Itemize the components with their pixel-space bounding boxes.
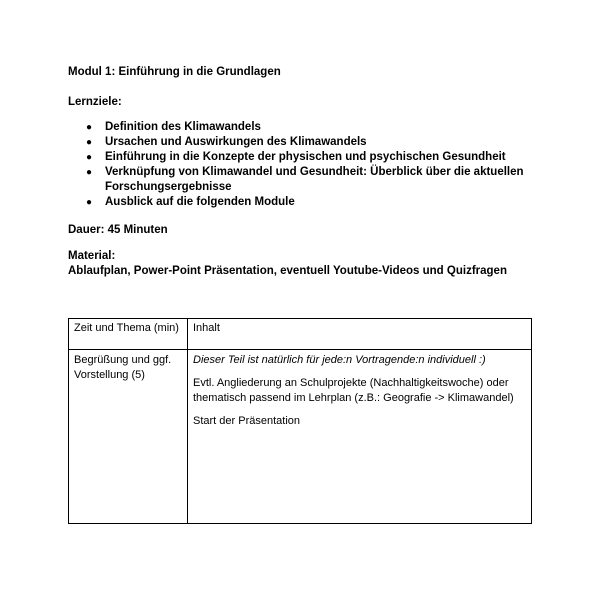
bullet-icon: ● xyxy=(86,137,93,148)
content-note: Dieser Teil ist natürlich für jede:n Vortragende:n individuell :) xyxy=(193,354,486,366)
column-header-content: Inhalt xyxy=(188,319,532,350)
time-topic-cell xyxy=(69,350,188,524)
list-item-text: Ursachen und Auswirkungen des Klimawandels xyxy=(105,136,367,148)
list-item xyxy=(68,195,538,210)
table-header-row xyxy=(69,319,532,350)
material-heading: Material: xyxy=(68,250,116,262)
bullet-icon: ● xyxy=(86,122,93,133)
content-cell xyxy=(188,350,532,524)
bullet-icon: ● xyxy=(86,152,93,163)
list-item-text: Einführung in die Konzepte der physischen und psychischen Gesundheit xyxy=(105,151,506,163)
time-topic-line: Vorstellung (5) xyxy=(74,369,145,381)
time-topic-line: Begrüßung und ggf. xyxy=(74,354,172,366)
list-item-text: Verknüpfung von Klimawandel und Gesundheit: Überblick über die aktuellen Forschungsergebnisse xyxy=(105,166,524,193)
schedule-table xyxy=(68,318,532,524)
list-item-text: Definition des Klimawandels xyxy=(105,121,261,133)
list-item xyxy=(68,135,538,150)
module-title: Modul 1: Einführung in die Grundlagen xyxy=(68,66,281,78)
list-item-text: Ausblick auf die folgenden Module xyxy=(105,196,295,208)
list-item xyxy=(68,120,538,135)
bullet-icon: ● xyxy=(86,197,93,208)
list-item xyxy=(68,165,538,195)
content-line: Evtl. Angliederung an Schulprojekte (Nachhaltigkeitswoche) oder xyxy=(193,377,509,389)
column-header-time-topic: Zeit und Thema (min) xyxy=(69,319,188,350)
learning-goals-heading: Lernziele: xyxy=(68,96,122,108)
duration: Dauer: 45 Minuten xyxy=(68,224,168,236)
bullet-icon: ● xyxy=(86,167,93,178)
content-line: thematisch passend im Lehrplan (z.B.: Geografie -> Klimawandel) xyxy=(193,392,514,404)
list-item xyxy=(68,150,538,165)
content-line: Start der Präsentation xyxy=(193,415,301,427)
learning-goals-list xyxy=(68,120,538,210)
table-row xyxy=(69,350,532,524)
material-text: Ablaufplan, Power-Point Präsentation, eventuell Youtube-Videos und Quizfragen xyxy=(68,265,507,277)
